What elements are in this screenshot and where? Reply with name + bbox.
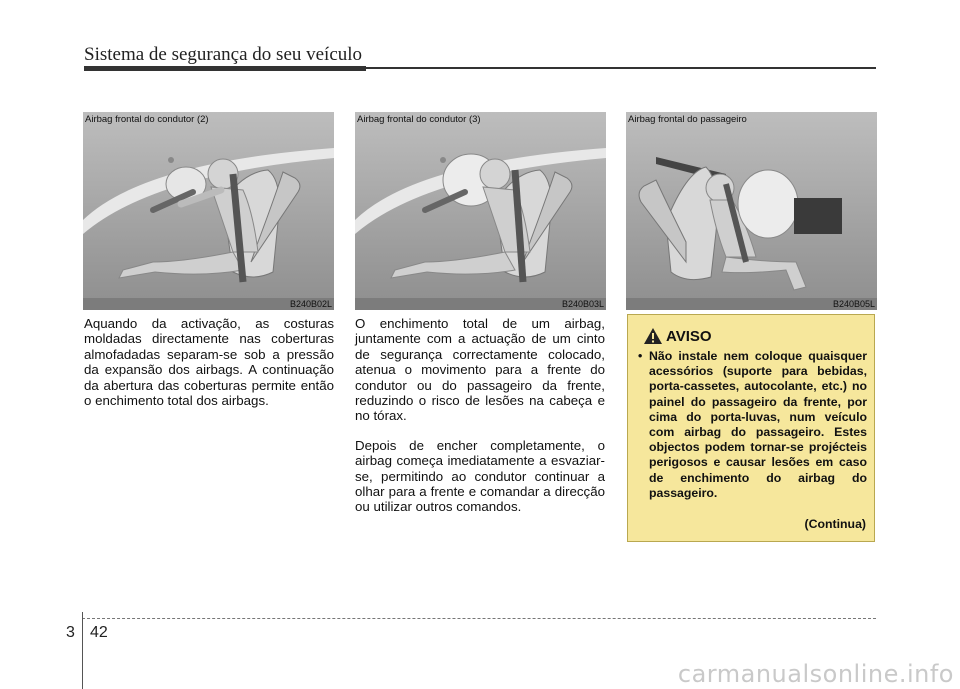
paragraph: Depois de encher completamente, o airbag começa imediatamente a esvaziar-se, permitindo ao condutor continuar a olhar para a frente e comandar a direcção ou utilizar outros comandos.: [355, 437, 605, 515]
figure-code: B240B03L: [561, 299, 604, 309]
footer-divider: [82, 612, 83, 689]
column-1-text: [84, 316, 334, 422]
bullet: •: [638, 349, 643, 363]
header-rule-accent: [84, 66, 366, 71]
passenger-airbag-illustration: [626, 112, 877, 310]
page-header-title: Sistema de segurança do seu veículo: [84, 44, 363, 65]
figure-driver-airbag-3: [355, 112, 606, 310]
footer-dashed-rule: [82, 618, 876, 619]
figure-passenger-airbag: [626, 112, 877, 310]
figure-code: B240B05L: [832, 299, 875, 309]
warning-item-text: Não instale nem coloque quaisquer acessórios (suporte para bebidas, porta-cassetes, autocolante, etc.) no painel do passageiro da frente, por cima do porta-luvas, num veículo com airbag do passageiro. Estes objectos podem tornar-se projécteis perigosos e causar lesões em caso de enchimento do airbag do passageiro.: [649, 349, 867, 500]
chapter-number: 3: [66, 624, 75, 641]
paragraph: O enchimento total de um airbag, juntamente com a actuação de um cinto de segurança correctamente colocado, atenua o movimento para a frente do condutor ou do passageiro da frente, reduzindo o risco de lesões na cabeça e no tórax.: [355, 316, 605, 424]
driver-airbag-full-illustration: [355, 112, 606, 310]
warning-item: [638, 349, 867, 501]
figure-caption: Airbag frontal do condutor (3): [357, 114, 481, 125]
continued-label: (Continua): [804, 517, 866, 531]
figure-code: B240B02L: [289, 299, 332, 309]
warning-box: [627, 314, 875, 542]
driver-airbag-deploying-illustration: [83, 112, 334, 310]
warning-title: AVISO: [666, 327, 712, 345]
page-number: 42: [90, 624, 108, 641]
figure-caption: Airbag frontal do condutor (2): [85, 114, 209, 125]
watermark: carmanualsonline.info: [677, 660, 954, 688]
figure-caption: Airbag frontal do passageiro: [628, 114, 747, 125]
paragraph: Aquando da activação, as costuras moldadas directamente nas coberturas almofadadas separam-se sob a pressão da expansão dos airbags. A continuação da abertura das coberturas permite então o enchimento total dos airbags.: [84, 316, 334, 409]
column-2-text: [355, 316, 605, 529]
warning-triangle-icon: [643, 327, 663, 345]
warning-heading: [643, 327, 712, 345]
figure-driver-airbag-2: [83, 112, 334, 310]
